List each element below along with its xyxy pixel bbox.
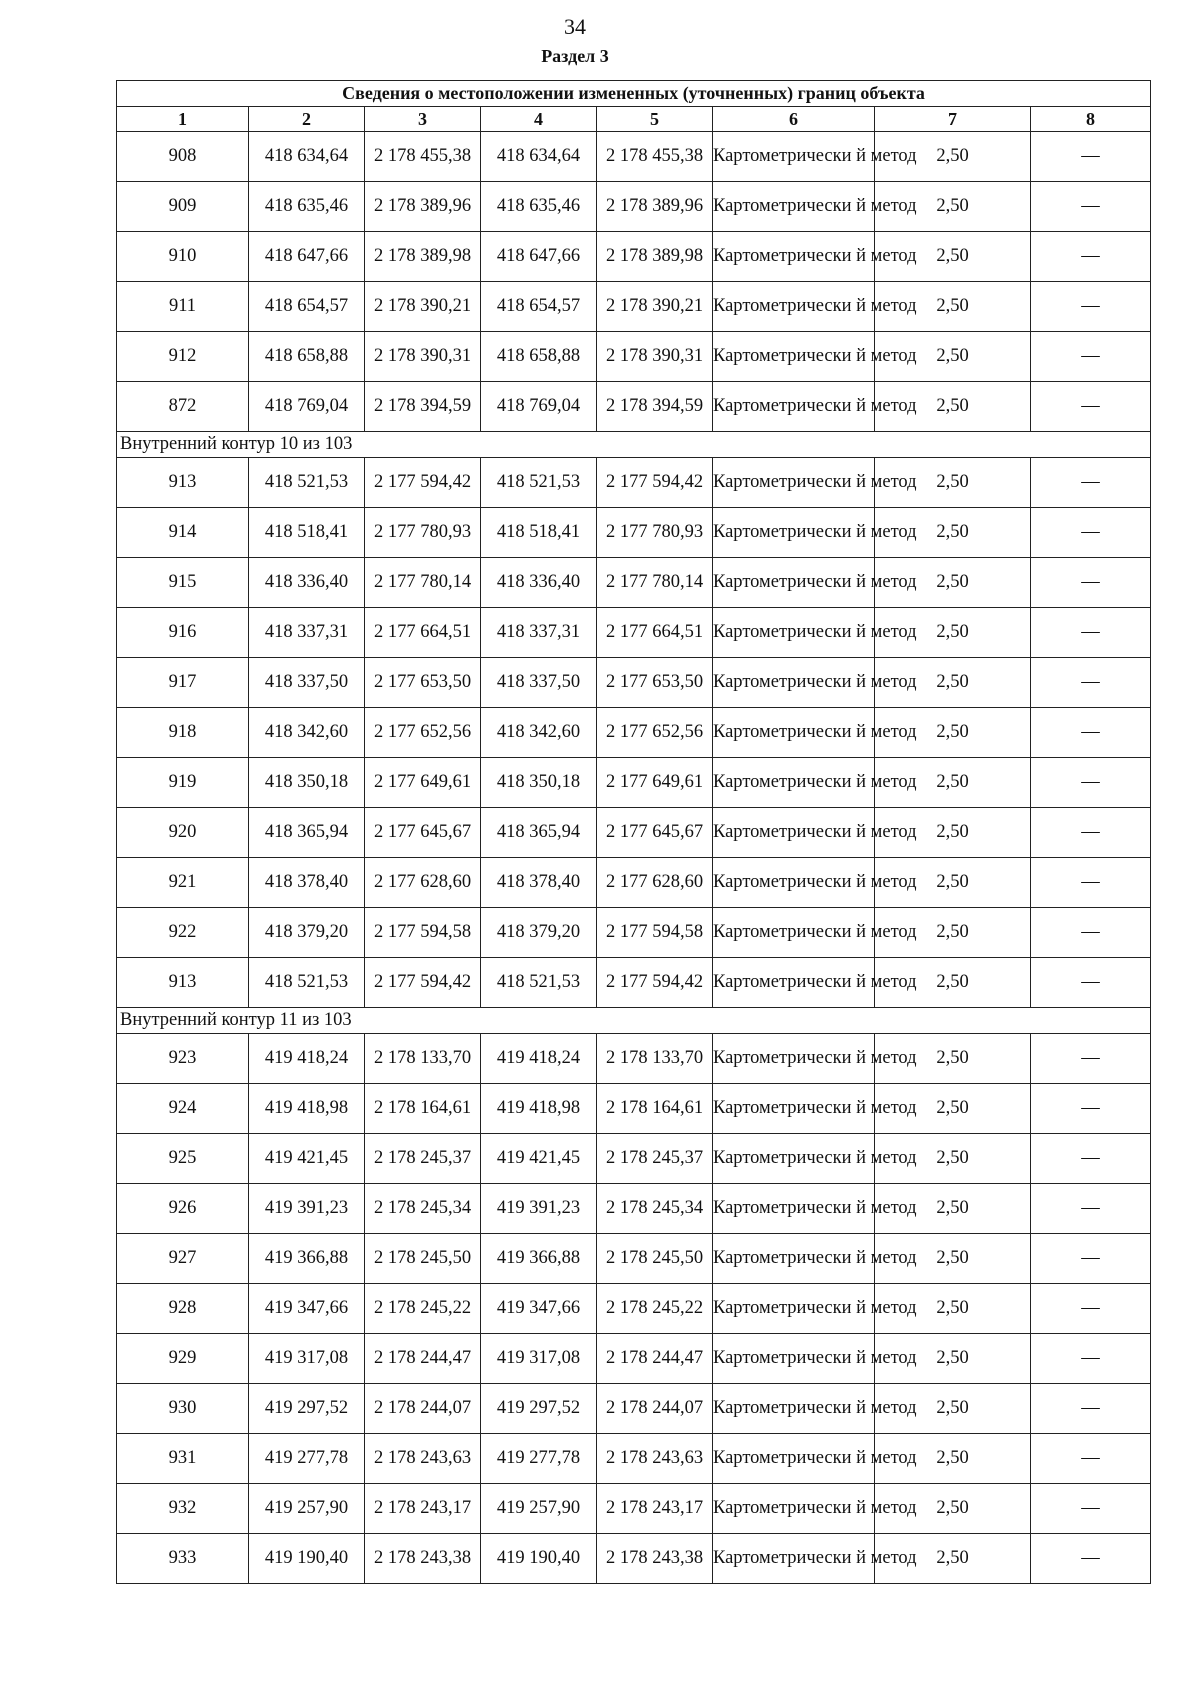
determination-method-cell: Картометрически й метод	[713, 708, 875, 758]
y-coordinate-cell: 2 178 164,61	[365, 1084, 481, 1134]
y-coordinate-new-cell: 2 178 243,38	[597, 1534, 713, 1584]
x-coordinate-cell: 418 769,04	[249, 382, 365, 432]
y-coordinate-new-cell: 2 177 594,58	[597, 908, 713, 958]
x-coordinate-new-cell: 418 647,66	[481, 232, 597, 282]
page-number: 34	[564, 14, 586, 39]
y-coordinate-cell: 2 178 244,47	[365, 1334, 481, 1384]
point-number-cell: 931	[117, 1434, 249, 1484]
point-number-cell: 914	[117, 508, 249, 558]
determination-method-cell: Картометрически й метод	[713, 608, 875, 658]
point-number-cell: 922	[117, 908, 249, 958]
y-coordinate-new-cell: 2 178 133,70	[597, 1034, 713, 1084]
column-header: 5	[597, 107, 713, 132]
description-cell: —	[1031, 858, 1151, 908]
x-coordinate-cell: 419 391,23	[249, 1184, 365, 1234]
x-coordinate-new-cell: 419 418,98	[481, 1084, 597, 1134]
x-coordinate-cell: 418 337,31	[249, 608, 365, 658]
x-coordinate-cell: 419 418,24	[249, 1034, 365, 1084]
y-coordinate-cell: 2 178 389,98	[365, 232, 481, 282]
determination-method-cell: Картометрически й метод	[713, 558, 875, 608]
determination-method-cell: Картометрически й метод	[713, 808, 875, 858]
description-cell: —	[1031, 332, 1151, 382]
determination-method-cell: Картометрически й метод	[713, 1334, 875, 1384]
description-cell: —	[1031, 1184, 1151, 1234]
y-coordinate-new-cell: 2 178 245,22	[597, 1284, 713, 1334]
column-header: 3	[365, 107, 481, 132]
column-header: 8	[1031, 107, 1151, 132]
x-coordinate-cell: 418 518,41	[249, 508, 365, 558]
y-coordinate-new-cell: 2 178 389,96	[597, 182, 713, 232]
accuracy-cell: 2,50	[875, 1384, 1031, 1434]
x-coordinate-new-cell: 418 769,04	[481, 382, 597, 432]
point-number-cell: 911	[117, 282, 249, 332]
determination-method-cell: Картометрически й метод	[713, 508, 875, 558]
x-coordinate-new-cell: 419 257,90	[481, 1484, 597, 1534]
y-coordinate-new-cell: 2 177 645,67	[597, 808, 713, 858]
point-number-cell: 919	[117, 758, 249, 808]
determination-method-cell: Картометрически й метод	[713, 1084, 875, 1134]
y-coordinate-new-cell: 2 178 394,59	[597, 382, 713, 432]
description-cell: —	[1031, 1484, 1151, 1534]
accuracy-cell: 2,50	[875, 1184, 1031, 1234]
point-number-cell: 908	[117, 132, 249, 182]
y-coordinate-new-cell: 2 177 780,14	[597, 558, 713, 608]
description-cell: —	[1031, 1134, 1151, 1184]
x-coordinate-new-cell: 418 518,41	[481, 508, 597, 558]
description-cell: —	[1031, 1334, 1151, 1384]
accuracy-cell: 2,50	[875, 232, 1031, 282]
x-coordinate-new-cell: 419 277,78	[481, 1434, 597, 1484]
y-coordinate-cell: 2 177 594,58	[365, 908, 481, 958]
description-cell: —	[1031, 232, 1151, 282]
section-title: Раздел 3	[541, 46, 609, 66]
point-number-cell: 924	[117, 1084, 249, 1134]
x-coordinate-cell: 419 297,52	[249, 1384, 365, 1434]
point-number-cell: 916	[117, 608, 249, 658]
x-coordinate-new-cell: 418 654,57	[481, 282, 597, 332]
description-cell: —	[1031, 658, 1151, 708]
accuracy-cell: 2,50	[875, 1484, 1031, 1534]
x-coordinate-new-cell: 418 658,88	[481, 332, 597, 382]
y-coordinate-cell: 2 178 245,50	[365, 1234, 481, 1284]
accuracy-cell: 2,50	[875, 1084, 1031, 1134]
table-row	[117, 1134, 1151, 1184]
point-number-cell: 925	[117, 1134, 249, 1184]
y-coordinate-cell: 2 177 645,67	[365, 808, 481, 858]
accuracy-cell: 2,50	[875, 658, 1031, 708]
point-number-cell: 927	[117, 1234, 249, 1284]
point-number-cell: 923	[117, 1034, 249, 1084]
y-coordinate-cell: 2 178 394,59	[365, 382, 481, 432]
x-coordinate-new-cell: 418 365,94	[481, 808, 597, 858]
determination-method-cell: Картометрически й метод	[713, 758, 875, 808]
point-number-cell: 929	[117, 1334, 249, 1384]
accuracy-cell: 2,50	[875, 332, 1031, 382]
y-coordinate-new-cell: 2 178 243,17	[597, 1484, 713, 1534]
x-coordinate-new-cell: 418 350,18	[481, 758, 597, 808]
x-coordinate-cell: 419 277,78	[249, 1434, 365, 1484]
accuracy-cell: 2,50	[875, 508, 1031, 558]
y-coordinate-new-cell: 2 177 780,93	[597, 508, 713, 558]
determination-method-cell: Картометрически й метод	[713, 1284, 875, 1334]
column-header: 6	[713, 107, 875, 132]
table-row	[117, 1384, 1151, 1434]
x-coordinate-new-cell: 418 521,53	[481, 458, 597, 508]
table-row	[117, 708, 1151, 758]
accuracy-cell: 2,50	[875, 758, 1031, 808]
y-coordinate-new-cell: 2 178 245,37	[597, 1134, 713, 1184]
table-row	[117, 1034, 1151, 1084]
y-coordinate-new-cell: 2 177 653,50	[597, 658, 713, 708]
determination-method-cell: Картометрически й метод	[713, 1234, 875, 1284]
point-number-cell: 910	[117, 232, 249, 282]
x-coordinate-cell: 418 654,57	[249, 282, 365, 332]
y-coordinate-new-cell: 2 178 244,47	[597, 1334, 713, 1384]
y-coordinate-cell: 2 177 780,93	[365, 508, 481, 558]
table-row	[117, 1534, 1151, 1584]
accuracy-cell: 2,50	[875, 958, 1031, 1008]
description-cell: —	[1031, 1234, 1151, 1284]
table-row	[117, 808, 1151, 858]
x-coordinate-new-cell: 418 337,50	[481, 658, 597, 708]
x-coordinate-cell: 419 257,90	[249, 1484, 365, 1534]
table-row	[117, 1084, 1151, 1134]
point-number-cell: 928	[117, 1284, 249, 1334]
y-coordinate-cell: 2 177 653,50	[365, 658, 481, 708]
y-coordinate-cell: 2 178 389,96	[365, 182, 481, 232]
y-coordinate-new-cell: 2 177 664,51	[597, 608, 713, 658]
point-number-cell: 915	[117, 558, 249, 608]
y-coordinate-new-cell: 2 177 652,56	[597, 708, 713, 758]
y-coordinate-new-cell: 2 178 243,63	[597, 1434, 713, 1484]
table-row	[117, 558, 1151, 608]
accuracy-cell: 2,50	[875, 1234, 1031, 1284]
table-row	[117, 232, 1151, 282]
table-row	[117, 958, 1151, 1008]
accuracy-cell: 2,50	[875, 382, 1031, 432]
y-coordinate-cell: 2 178 390,31	[365, 332, 481, 382]
y-coordinate-cell: 2 178 243,17	[365, 1484, 481, 1534]
x-coordinate-new-cell: 418 521,53	[481, 958, 597, 1008]
x-coordinate-cell: 418 521,53	[249, 458, 365, 508]
description-cell: —	[1031, 132, 1151, 182]
accuracy-cell: 2,50	[875, 808, 1031, 858]
x-coordinate-cell: 418 378,40	[249, 858, 365, 908]
accuracy-cell: 2,50	[875, 558, 1031, 608]
x-coordinate-cell: 418 365,94	[249, 808, 365, 858]
description-cell: —	[1031, 958, 1151, 1008]
description-cell: —	[1031, 608, 1151, 658]
point-number-cell: 926	[117, 1184, 249, 1234]
x-coordinate-new-cell: 419 297,52	[481, 1384, 597, 1434]
description-cell: —	[1031, 758, 1151, 808]
determination-method-cell: Картометрически й метод	[713, 908, 875, 958]
accuracy-cell: 2,50	[875, 1434, 1031, 1484]
y-coordinate-new-cell: 2 178 245,50	[597, 1234, 713, 1284]
table-row	[117, 908, 1151, 958]
y-coordinate-cell: 2 177 652,56	[365, 708, 481, 758]
determination-method-cell: Картометрически й метод	[713, 382, 875, 432]
x-coordinate-cell: 418 635,46	[249, 182, 365, 232]
point-number-cell: 912	[117, 332, 249, 382]
description-cell: —	[1031, 1084, 1151, 1134]
description-cell: —	[1031, 1534, 1151, 1584]
x-coordinate-new-cell: 418 378,40	[481, 858, 597, 908]
y-coordinate-cell: 2 178 455,38	[365, 132, 481, 182]
contour-label: Внутренний контур 11 из 103	[117, 1008, 1151, 1034]
table-row	[117, 508, 1151, 558]
table-header-row	[117, 107, 1151, 132]
description-cell: —	[1031, 182, 1151, 232]
column-header: 1	[117, 107, 249, 132]
point-number-cell: 920	[117, 808, 249, 858]
table-row	[117, 758, 1151, 808]
table-row	[117, 1234, 1151, 1284]
accuracy-cell: 2,50	[875, 1284, 1031, 1334]
x-coordinate-new-cell: 419 391,23	[481, 1184, 597, 1234]
table-row	[117, 608, 1151, 658]
determination-method-cell: Картометрически й метод	[713, 958, 875, 1008]
determination-method-cell: Картометрически й метод	[713, 1434, 875, 1484]
description-cell: —	[1031, 508, 1151, 558]
accuracy-cell: 2,50	[875, 1334, 1031, 1384]
y-coordinate-cell: 2 177 780,14	[365, 558, 481, 608]
x-coordinate-new-cell: 419 421,45	[481, 1134, 597, 1184]
y-coordinate-cell: 2 178 245,37	[365, 1134, 481, 1184]
accuracy-cell: 2,50	[875, 608, 1031, 658]
table-row	[117, 1484, 1151, 1534]
table-row	[117, 658, 1151, 708]
accuracy-cell: 2,50	[875, 1134, 1031, 1184]
y-coordinate-new-cell: 2 178 455,38	[597, 132, 713, 182]
description-cell: —	[1031, 558, 1151, 608]
y-coordinate-new-cell: 2 177 594,42	[597, 458, 713, 508]
x-coordinate-new-cell: 419 347,66	[481, 1284, 597, 1334]
accuracy-cell: 2,50	[875, 1034, 1031, 1084]
y-coordinate-cell: 2 178 244,07	[365, 1384, 481, 1434]
x-coordinate-cell: 419 421,45	[249, 1134, 365, 1184]
x-coordinate-new-cell: 418 342,60	[481, 708, 597, 758]
x-coordinate-cell: 418 521,53	[249, 958, 365, 1008]
description-cell: —	[1031, 382, 1151, 432]
table-row	[117, 332, 1151, 382]
determination-method-cell: Картометрически й метод	[713, 658, 875, 708]
accuracy-cell: 2,50	[875, 458, 1031, 508]
x-coordinate-cell: 418 342,60	[249, 708, 365, 758]
column-header: 2	[249, 107, 365, 132]
x-coordinate-cell: 419 190,40	[249, 1534, 365, 1584]
y-coordinate-cell: 2 177 594,42	[365, 458, 481, 508]
table-row	[117, 858, 1151, 908]
y-coordinate-new-cell: 2 178 245,34	[597, 1184, 713, 1234]
x-coordinate-new-cell: 419 190,40	[481, 1534, 597, 1584]
y-coordinate-new-cell: 2 178 390,31	[597, 332, 713, 382]
table-row	[117, 132, 1151, 182]
determination-method-cell: Картометрически й метод	[713, 182, 875, 232]
determination-method-cell: Картометрически й метод	[713, 232, 875, 282]
x-coordinate-new-cell: 418 634,64	[481, 132, 597, 182]
point-number-cell: 913	[117, 458, 249, 508]
x-coordinate-cell: 419 366,88	[249, 1234, 365, 1284]
table-row	[117, 382, 1151, 432]
x-coordinate-cell: 418 350,18	[249, 758, 365, 808]
point-number-cell: 918	[117, 708, 249, 758]
determination-method-cell: Картометрически й метод	[713, 282, 875, 332]
determination-method-cell: Картометрически й метод	[713, 1184, 875, 1234]
point-number-cell: 930	[117, 1384, 249, 1434]
point-number-cell: 872	[117, 382, 249, 432]
x-coordinate-new-cell: 419 366,88	[481, 1234, 597, 1284]
table-caption-row	[117, 81, 1151, 107]
y-coordinate-cell: 2 178 245,22	[365, 1284, 481, 1334]
accuracy-cell: 2,50	[875, 282, 1031, 332]
y-coordinate-cell: 2 177 649,61	[365, 758, 481, 808]
determination-method-cell: Картометрически й метод	[713, 1034, 875, 1084]
point-number-cell: 909	[117, 182, 249, 232]
x-coordinate-cell: 418 336,40	[249, 558, 365, 608]
contour-header-row	[117, 1008, 1151, 1034]
y-coordinate-cell: 2 178 243,38	[365, 1534, 481, 1584]
determination-method-cell: Картометрически й метод	[713, 1134, 875, 1184]
accuracy-cell: 2,50	[875, 908, 1031, 958]
x-coordinate-cell: 419 347,66	[249, 1284, 365, 1334]
x-coordinate-new-cell: 418 336,40	[481, 558, 597, 608]
column-header: 4	[481, 107, 597, 132]
y-coordinate-cell: 2 177 664,51	[365, 608, 481, 658]
determination-method-cell: Картометрически й метод	[713, 332, 875, 382]
accuracy-cell: 2,50	[875, 1534, 1031, 1584]
x-coordinate-cell: 418 647,66	[249, 232, 365, 282]
x-coordinate-new-cell: 419 418,24	[481, 1034, 597, 1084]
y-coordinate-cell: 2 178 243,63	[365, 1434, 481, 1484]
y-coordinate-new-cell: 2 178 244,07	[597, 1384, 713, 1434]
point-number-cell: 917	[117, 658, 249, 708]
x-coordinate-cell: 418 658,88	[249, 332, 365, 382]
x-coordinate-new-cell: 419 317,08	[481, 1334, 597, 1384]
contour-label: Внутренний контур 10 из 103	[117, 432, 1151, 458]
determination-method-cell: Картометрически й метод	[713, 458, 875, 508]
description-cell: —	[1031, 282, 1151, 332]
y-coordinate-cell: 2 177 628,60	[365, 858, 481, 908]
description-cell: —	[1031, 1034, 1151, 1084]
y-coordinate-cell: 2 178 245,34	[365, 1184, 481, 1234]
description-cell: —	[1031, 1284, 1151, 1334]
table-row	[117, 1184, 1151, 1234]
determination-method-cell: Картометрически й метод	[713, 1384, 875, 1434]
accuracy-cell: 2,50	[875, 858, 1031, 908]
point-number-cell: 913	[117, 958, 249, 1008]
description-cell: —	[1031, 1384, 1151, 1434]
description-cell: —	[1031, 458, 1151, 508]
description-cell: —	[1031, 908, 1151, 958]
x-coordinate-new-cell: 418 635,46	[481, 182, 597, 232]
point-number-cell: 933	[117, 1534, 249, 1584]
x-coordinate-new-cell: 418 337,31	[481, 608, 597, 658]
x-coordinate-cell: 419 418,98	[249, 1084, 365, 1134]
y-coordinate-cell: 2 178 390,21	[365, 282, 481, 332]
table-row	[117, 1284, 1151, 1334]
point-number-cell: 921	[117, 858, 249, 908]
x-coordinate-cell: 418 379,20	[249, 908, 365, 958]
table-row	[117, 458, 1151, 508]
point-number-cell: 932	[117, 1484, 249, 1534]
x-coordinate-cell: 418 634,64	[249, 132, 365, 182]
determination-method-cell: Картометрически й метод	[713, 1534, 875, 1584]
y-coordinate-new-cell: 2 177 649,61	[597, 758, 713, 808]
boundary-coordinates-table	[116, 80, 1151, 1584]
determination-method-cell: Картометрически й метод	[713, 1484, 875, 1534]
y-coordinate-new-cell: 2 177 628,60	[597, 858, 713, 908]
table-row	[117, 182, 1151, 232]
determination-method-cell: Картометрически й метод	[713, 132, 875, 182]
accuracy-cell: 2,50	[875, 132, 1031, 182]
x-coordinate-new-cell: 418 379,20	[481, 908, 597, 958]
x-coordinate-cell: 418 337,50	[249, 658, 365, 708]
table-row	[117, 282, 1151, 332]
table-caption: Сведения о местоположении измененных (уточненных) границ объекта	[117, 81, 1151, 107]
y-coordinate-cell: 2 178 133,70	[365, 1034, 481, 1084]
description-cell: —	[1031, 808, 1151, 858]
description-cell: —	[1031, 1434, 1151, 1484]
determination-method-cell: Картометрически й метод	[713, 858, 875, 908]
table-row	[117, 1434, 1151, 1484]
accuracy-cell: 2,50	[875, 182, 1031, 232]
y-coordinate-new-cell: 2 178 390,21	[597, 282, 713, 332]
column-header: 7	[875, 107, 1031, 132]
y-coordinate-new-cell: 2 178 389,98	[597, 232, 713, 282]
y-coordinate-cell: 2 177 594,42	[365, 958, 481, 1008]
y-coordinate-new-cell: 2 178 164,61	[597, 1084, 713, 1134]
x-coordinate-cell: 419 317,08	[249, 1334, 365, 1384]
description-cell: —	[1031, 708, 1151, 758]
table-row	[117, 1334, 1151, 1384]
accuracy-cell: 2,50	[875, 708, 1031, 758]
contour-header-row	[117, 432, 1151, 458]
y-coordinate-new-cell: 2 177 594,42	[597, 958, 713, 1008]
